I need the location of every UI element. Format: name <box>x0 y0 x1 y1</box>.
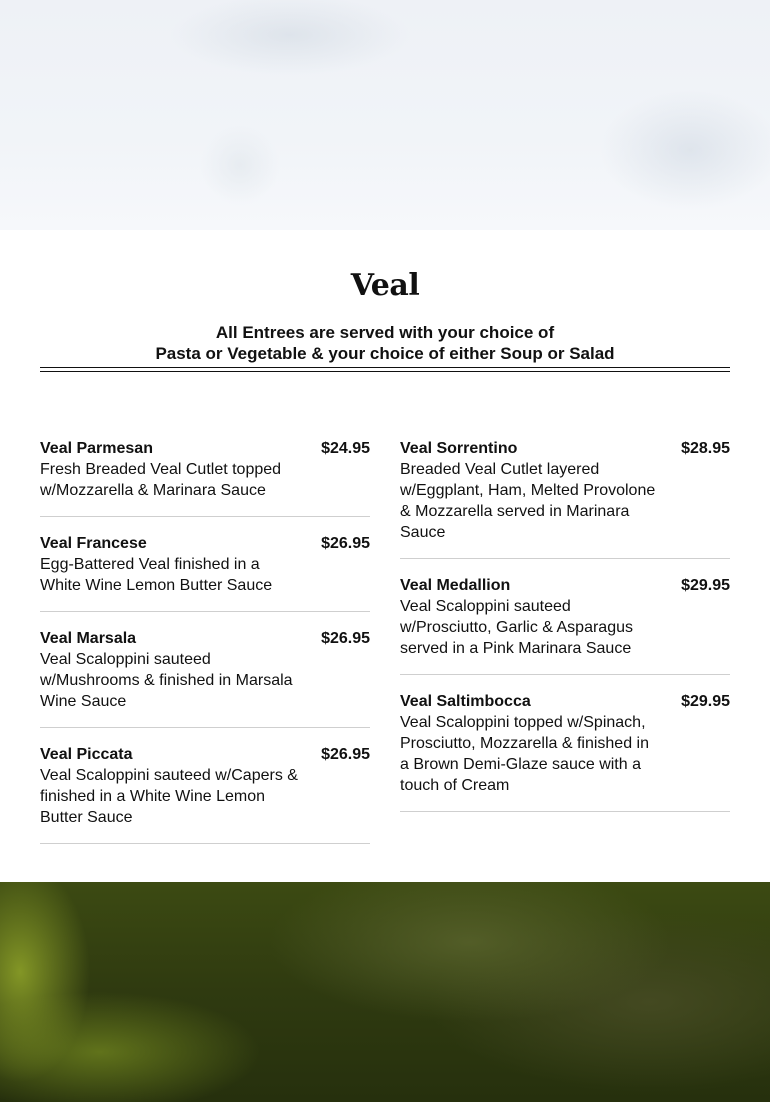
menu-item-description: Veal Scaloppini sauteed w/Mushrooms & finished in Marsala Wine Sauce <box>40 651 293 710</box>
menu-columns <box>40 438 730 860</box>
menu-item-price: $26.95 <box>321 535 370 552</box>
menu-item-price: $24.95 <box>321 440 370 457</box>
menu-item-price: $26.95 <box>321 630 370 647</box>
menu-item <box>40 744 370 844</box>
menu-section <box>40 230 730 860</box>
menu-item-price: $29.95 <box>681 577 730 594</box>
menu-item-description: Veal Scaloppini sauteed w/Capers & finished in a White Wine Lemon Butter Sauce <box>40 767 298 826</box>
hero-image-bottom <box>0 882 770 1102</box>
menu-item-name: Veal Piccata <box>40 746 133 763</box>
menu-item <box>400 575 730 675</box>
double-rule-divider <box>40 367 730 372</box>
menu-item-name: Veal Sorrentino <box>400 440 518 457</box>
section-title: Veal <box>350 268 420 303</box>
menu-item-name: Veal Medallion <box>400 577 511 594</box>
menu-item <box>40 438 370 517</box>
menu-item-name: Veal Parmesan <box>40 440 153 457</box>
menu-item <box>400 691 730 812</box>
menu-item-name: Veal Saltimbocca <box>400 693 531 710</box>
subtitle-line-2: Pasta or Vegetable & your choice of either Soup or Salad <box>155 344 615 363</box>
menu-item-price: $26.95 <box>321 746 370 763</box>
menu-item-description: Egg-Battered Veal finished in a White Wine Lemon Butter Sauce <box>40 556 273 594</box>
menu-item <box>400 438 730 559</box>
menu-item-name: Veal Marsala <box>40 630 137 647</box>
menu-item <box>40 628 370 728</box>
menu-item-description: Fresh Breaded Veal Cutlet topped w/Mozzarella & Marinara Sauce <box>40 461 282 499</box>
section-subtitle <box>40 322 730 364</box>
subtitle-line-1: All Entrees are served with your choice of <box>215 323 555 342</box>
hero-image-top <box>0 0 770 230</box>
menu-item-price: $29.95 <box>681 693 730 710</box>
menu-item-description: Veal Scaloppini topped w/Spinach, Prosciutto, Mozzarella & finished in a Brown Demi-Glaze sauce with a touch of Cream <box>400 714 649 794</box>
menu-column-left <box>40 438 370 860</box>
menu-item-price: $28.95 <box>681 440 730 457</box>
menu-item-description: Breaded Veal Cutlet layered w/Eggplant, Ham, Melted Provolone & Mozzarella served in Marinara Sauce <box>400 461 656 541</box>
menu-item-description: Veal Scaloppini sauteed w/Prosciutto, Garlic & Asparagus served in a Pink Marinara Sauce <box>400 598 633 657</box>
menu-column-right <box>400 438 730 860</box>
menu-item <box>40 533 370 612</box>
menu-item-name: Veal Francese <box>40 535 147 552</box>
